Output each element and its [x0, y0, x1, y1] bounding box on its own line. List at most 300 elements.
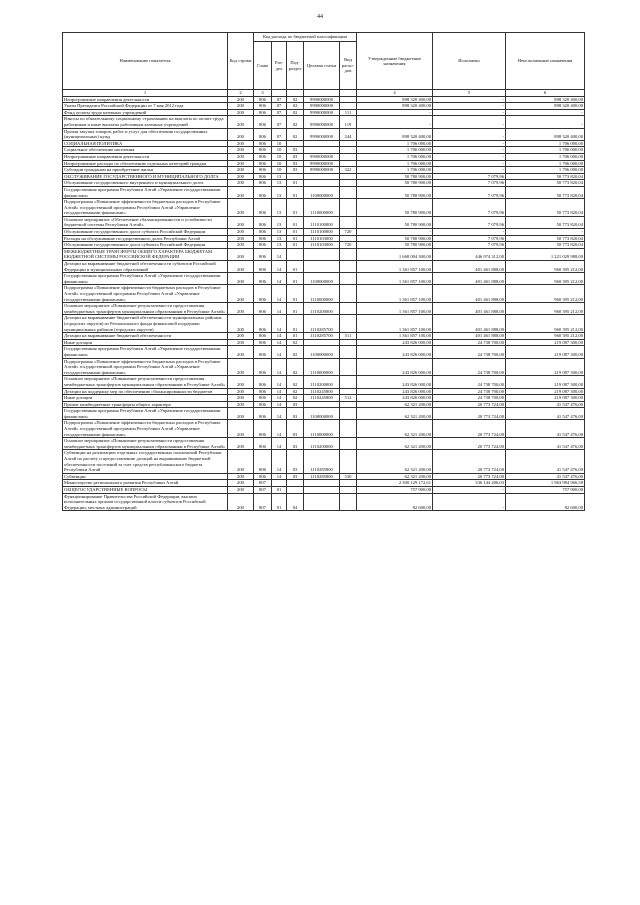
row-podrazdel: 02 — [287, 395, 304, 402]
table-row — [63, 242, 585, 249]
row-unexecuted: 757 900,00 — [506, 487, 585, 494]
row-razdel: 13 — [272, 229, 287, 236]
table-row — [63, 248, 585, 260]
row-razdel: 14 — [272, 333, 287, 340]
row-code: 200 — [228, 395, 254, 402]
row-podrazdel: 02 — [287, 358, 304, 376]
row-code: 200 — [228, 153, 254, 160]
row-podrazdel: 01 — [287, 186, 304, 198]
row-podrazdel: 01 — [287, 180, 304, 187]
index-cell: 1 — [63, 90, 228, 97]
row-approved: 50 780 900,00 — [357, 199, 433, 217]
row-name: Прочая закупка товаров, работ и услуг для обеспечения государственных (муниципальных) нужд — [63, 128, 228, 140]
table-row — [63, 408, 585, 420]
row-executed: 20 773 724,00 — [433, 401, 506, 408]
row-unexecuted: 1 221 029 988,00 — [506, 248, 585, 260]
row-target: 9900000000 — [304, 153, 340, 160]
row-approved: 62 321 200,00 — [357, 420, 433, 438]
row-code: 200 — [228, 358, 254, 376]
row-unexecuted: 1 706 000,00 — [506, 160, 585, 167]
column-index-row — [63, 90, 585, 97]
row-unexecuted: 219 087 300,00 — [506, 339, 585, 346]
row-unexecuted: 960 395 212,00 — [506, 333, 585, 340]
row-target — [304, 480, 340, 487]
index-cell — [304, 90, 340, 97]
row-target — [304, 261, 340, 273]
row-vid — [340, 420, 357, 438]
row-code: 200 — [228, 128, 254, 140]
row-executed: 336 144 206,03 — [433, 480, 506, 487]
row-executed: 24 738 700,00 — [433, 376, 506, 388]
row-razdel: 01 — [272, 487, 287, 494]
row-name: Дотации на выравнивание бюджетной обеспеченности муниципальных районов (городских округов) из Регионального фонда финансовой поддержки муниципальных районов (городских округов) — [63, 315, 228, 333]
table-row — [63, 346, 585, 358]
table-row — [63, 96, 585, 103]
row-unexecuted: - — [506, 229, 585, 236]
row-podrazdel: 01 — [287, 315, 304, 333]
row-name: Субвенции на реализацию отдельных государственных полномочий Республики Алтай по расчету и предоставлению дотаций на выравнивание бюджетной обеспеченности поселений за счет средств республиканского бюджета Республики Алтай — [63, 450, 228, 473]
row-vid: 511 — [340, 333, 357, 340]
row-code: 200 — [228, 235, 254, 242]
table-row — [63, 116, 585, 128]
row-executed: 401 461 888,00 — [433, 315, 506, 333]
header-code: Код строки — [228, 33, 254, 90]
table-row — [63, 167, 585, 174]
row-name: Государственная программа Республики Алтай «Управление государственными финансами» — [63, 346, 228, 358]
row-vid: 119 — [340, 116, 357, 128]
row-glava: 806 — [254, 128, 272, 140]
row-approved: 1 361 857 100,00 — [357, 315, 433, 333]
row-unexecuted: - — [506, 116, 585, 128]
row-target: 1110000000 — [304, 420, 340, 438]
row-approved: 50 780 900,00 — [357, 180, 433, 187]
row-code: 200 — [228, 273, 254, 285]
row-unexecuted: 219 087 300,00 — [506, 376, 585, 388]
row-target: 1110000000 — [304, 285, 340, 303]
row-podrazdel: 01 — [287, 273, 304, 285]
table-row — [63, 186, 585, 198]
row-unexecuted: 41 547 476,00 — [506, 473, 585, 480]
header-vid: Вид расхо-дов — [340, 42, 357, 90]
row-unexecuted: 1 706 000,00 — [506, 140, 585, 147]
table-row — [63, 480, 585, 487]
row-code: 200 — [228, 346, 254, 358]
row-glava: 806 — [254, 358, 272, 376]
row-name: Государственная программа Республики Алтай «Управление государственными финансами» — [63, 273, 228, 285]
row-razdel: 10 — [272, 167, 287, 174]
row-executed: - — [433, 147, 506, 154]
row-vid — [340, 487, 357, 494]
row-code: 200 — [228, 229, 254, 236]
row-unexecuted: 50 773 820,04 — [506, 216, 585, 228]
row-executed: - — [433, 167, 506, 174]
row-approved: 243 826 000,00 — [357, 339, 433, 346]
row-vid: 530 — [340, 473, 357, 480]
row-executed: - — [433, 116, 506, 128]
row-razdel: 13 — [272, 235, 287, 242]
table-row — [63, 147, 585, 154]
row-unexecuted: 960 395 212,00 — [506, 285, 585, 303]
row-target: 1110000000 — [304, 199, 340, 217]
row-glava: 806 — [254, 273, 272, 285]
header-podrazdel: Под-раздел — [287, 42, 304, 90]
row-unexecuted: 898 320 400,00 — [506, 96, 585, 103]
row-approved: 50 780 900,00 — [357, 173, 433, 180]
row-podrazdel: 01 — [287, 261, 304, 273]
row-target: 1110285700 — [304, 333, 340, 340]
row-podrazdel: 01 — [287, 199, 304, 217]
row-executed: 24 738 700,00 — [433, 388, 506, 395]
row-approved: 1 706 000,00 — [357, 153, 433, 160]
row-name: Субсидии гражданам на приобретение жилья — [63, 167, 228, 174]
row-razdel: 13 — [272, 180, 287, 187]
table-row — [63, 376, 585, 388]
row-code: 200 — [228, 480, 254, 487]
header-cel: Целевая статья — [304, 42, 340, 90]
row-code: 200 — [228, 450, 254, 473]
row-razdel: 14 — [272, 438, 287, 450]
row-target: 1110245800 — [304, 388, 340, 395]
row-glava: 806 — [254, 401, 272, 408]
row-razdel: 10 — [272, 153, 287, 160]
row-unexecuted: 898 320 400,00 — [506, 103, 585, 110]
row-name: Субвенции — [63, 473, 228, 480]
row-code: 200 — [228, 140, 254, 147]
row-executed: - — [433, 103, 506, 110]
row-vid — [340, 408, 357, 420]
row-vid — [340, 358, 357, 376]
row-target: 1110285800 — [304, 473, 340, 480]
table-row — [63, 153, 585, 160]
row-razdel: 14 — [272, 388, 287, 395]
table-row — [63, 333, 585, 340]
index-cell: 4 — [357, 90, 433, 97]
row-podrazdel — [287, 248, 304, 260]
row-executed: 7 079,96 — [433, 216, 506, 228]
row-target — [304, 248, 340, 260]
row-target: 1100000000 — [304, 346, 340, 358]
row-code: 200 — [228, 438, 254, 450]
row-glava: 806 — [254, 395, 272, 402]
row-podrazdel: 02 — [287, 376, 304, 388]
row-approved: 50 780 900,00 — [357, 186, 433, 198]
row-razdel: 07 — [272, 109, 287, 116]
row-vid — [340, 273, 357, 285]
row-target: 9900000000 — [304, 96, 340, 103]
row-vid: 322 — [340, 167, 357, 174]
row-code: 200 — [228, 248, 254, 260]
row-podrazdel: 03 — [287, 167, 304, 174]
row-executed: 7 079,96 — [433, 242, 506, 249]
row-name: Расходы на обслуживание государственного долга Республики Алтай — [63, 235, 228, 242]
row-glava: 806 — [254, 153, 272, 160]
row-executed: - — [433, 487, 506, 494]
row-razdel: 13 — [272, 242, 287, 249]
row-name: Основное мероприятие «Обеспечение сбалансированности и устойчивости бюджетной системы Республики Алтай» — [63, 216, 228, 228]
row-approved: 1 361 857 100,00 — [357, 261, 433, 273]
row-approved: 243 826 000,00 — [357, 376, 433, 388]
table-row — [63, 229, 585, 236]
table-row — [63, 285, 585, 303]
row-unexecuted: 50 773 820,04 — [506, 235, 585, 242]
row-razdel: 14 — [272, 248, 287, 260]
row-podrazdel: 03 — [287, 438, 304, 450]
row-code: 200 — [228, 160, 254, 167]
row-approved: 1 361 857 100,00 — [357, 333, 433, 340]
row-unexecuted: 960 395 212,00 — [506, 303, 585, 315]
row-executed: 24 738 700,00 — [433, 346, 506, 358]
row-code: 200 — [228, 242, 254, 249]
row-glava: 806 — [254, 147, 272, 154]
row-unexecuted: 219 087 300,00 — [506, 358, 585, 376]
row-vid — [340, 493, 357, 511]
row-razdel: 14 — [272, 273, 287, 285]
row-podrazdel — [287, 487, 304, 494]
row-vid — [340, 103, 357, 110]
table-row — [63, 401, 585, 408]
row-code: 200 — [228, 186, 254, 198]
row-code: 200 — [228, 285, 254, 303]
table-row — [63, 303, 585, 315]
table-row — [63, 487, 585, 494]
row-name: Министерство регионального развития Республики Алтай — [63, 480, 228, 487]
row-name: Фонд оплаты труда казенных учреждений — [63, 109, 228, 116]
row-approved: 243 826 000,00 — [357, 358, 433, 376]
row-name: СОЦИАЛЬНАЯ ПОЛИТИКА — [63, 140, 228, 147]
row-unexecuted: 1 706 000,00 — [506, 167, 585, 174]
row-glava: 806 — [254, 103, 272, 110]
row-approved: 62 321 200,00 — [357, 473, 433, 480]
row-glava: 806 — [254, 96, 272, 103]
row-podrazdel: 01 — [287, 303, 304, 315]
row-approved: 62 321 200,00 — [357, 438, 433, 450]
row-glava: 806 — [254, 186, 272, 198]
row-code: 200 — [228, 116, 254, 128]
page-number: 44 — [317, 14, 323, 20]
table-row — [63, 103, 585, 110]
row-code: 200 — [228, 473, 254, 480]
row-podrazdel: 02 — [287, 96, 304, 103]
row-podrazdel: 02 — [287, 346, 304, 358]
row-unexecuted: 960 395 212,00 — [506, 261, 585, 273]
row-razdel: 14 — [272, 395, 287, 402]
row-vid — [340, 147, 357, 154]
row-glava: 806 — [254, 229, 272, 236]
row-razdel: 10 — [272, 147, 287, 154]
row-podrazdel: 02 — [287, 116, 304, 128]
row-code: 200 — [228, 315, 254, 333]
row-executed: - — [433, 493, 506, 511]
row-unexecuted: 41 547 476,00 — [506, 450, 585, 473]
table-row — [63, 438, 585, 450]
row-podrazdel: 03 — [287, 160, 304, 167]
row-unexecuted: 1 706 000,00 — [506, 153, 585, 160]
row-name: Обслуживание государственного внутреннего и муниципального долга — [63, 180, 228, 187]
row-target — [304, 180, 340, 187]
row-code: 200 — [228, 261, 254, 273]
row-glava: 806 — [254, 339, 272, 346]
row-glava: 806 — [254, 140, 272, 147]
table-row — [63, 235, 585, 242]
table-row — [63, 160, 585, 167]
row-target — [304, 401, 340, 408]
header-unexecuted: Неисполненные назначения — [506, 33, 585, 90]
row-target: 1110103000 — [304, 242, 340, 249]
table-row — [63, 128, 585, 140]
row-approved: 243 826 000,00 — [357, 346, 433, 358]
row-target: 9990000000 — [304, 103, 340, 110]
row-glava: 806 — [254, 346, 272, 358]
row-name: Государственная программа Республики Алтай «Управление государственными финансами» — [63, 408, 228, 420]
row-name: Дотации на выравнивание бюджетной обеспеченности — [63, 333, 228, 340]
row-target: 1110200000 — [304, 438, 340, 450]
row-code: 200 — [228, 339, 254, 346]
row-name: Иные дотации — [63, 395, 228, 402]
row-name: Непрограммные направления деятельности — [63, 153, 228, 160]
row-name: Иные дотации — [63, 339, 228, 346]
row-name: Дотации на выравнивание бюджетной обеспеченности субъектов Российской Федерации и муниципальных образований — [63, 261, 228, 273]
row-podrazdel: 01 — [287, 216, 304, 228]
row-glava: 806 — [254, 473, 272, 480]
row-target: 9990000000 — [304, 167, 340, 174]
row-name: Основное мероприятие «Повышение результативности предоставления межбюджетных трансфертов муниципальным образованиям в Республике Алтай» — [63, 303, 228, 315]
row-unexecuted: 82 600,00 — [506, 493, 585, 511]
row-glava: 806 — [254, 303, 272, 315]
table-row — [63, 261, 585, 273]
row-target — [304, 140, 340, 147]
row-vid — [340, 438, 357, 450]
row-vid — [340, 235, 357, 242]
row-razdel: 13 — [272, 216, 287, 228]
row-unexecuted: 41 547 476,00 — [506, 408, 585, 420]
row-name: Подпрограмма «Повышение эффективности бюджетных расходов в Республике Алтай» государственной программы Республики Алтай «Управление государственными финансами» — [63, 285, 228, 303]
row-unexecuted: 50 773 820,04 — [506, 180, 585, 187]
row-approved: 62 321 200,00 — [357, 408, 433, 420]
index-cell: 5 — [433, 90, 506, 97]
row-name: Взносы по обязательному социальному страхованию на выплаты по оплате труда работников и иные выплаты работникам казенных учреждений — [63, 116, 228, 128]
row-approved: 898 320 400,00 — [357, 128, 433, 140]
row-vid — [340, 186, 357, 198]
row-approved: 757 900,00 — [357, 487, 433, 494]
row-glava: 806 — [254, 376, 272, 388]
row-name: Дотации на поддержку мер по обеспечению сбалансированности бюджетов — [63, 388, 228, 395]
row-glava: 806 — [254, 333, 272, 340]
row-code: 200 — [228, 103, 254, 110]
table-row — [63, 140, 585, 147]
row-razdel: 07 — [272, 128, 287, 140]
row-executed: 401 461 888,00 — [433, 303, 506, 315]
row-razdel: 13 — [272, 173, 287, 180]
row-target — [304, 339, 340, 346]
row-vid — [340, 388, 357, 395]
table-row — [63, 173, 585, 180]
row-glava: 807 — [254, 487, 272, 494]
row-approved: 898 320 400,00 — [357, 103, 433, 110]
row-executed: 401 461 888,00 — [433, 333, 506, 340]
row-vid — [340, 450, 357, 473]
row-executed: 401 461 888,00 — [433, 261, 506, 273]
row-glava: 806 — [254, 167, 272, 174]
row-code: 200 — [228, 376, 254, 388]
row-podrazdel: 03 — [287, 153, 304, 160]
row-executed: 401 461 888,00 — [433, 285, 506, 303]
row-executed: 446 974 312,00 — [433, 248, 506, 260]
row-podrazdel — [287, 480, 304, 487]
row-executed: - — [433, 229, 506, 236]
row-approved: 243 826 000,00 — [357, 388, 433, 395]
row-executed: 7 079,96 — [433, 173, 506, 180]
row-glava: 806 — [254, 160, 272, 167]
row-executed: 20 773 724,00 — [433, 420, 506, 438]
row-executed: 24 738 700,00 — [433, 395, 506, 402]
row-razdel: 13 — [272, 186, 287, 198]
row-glava: 806 — [254, 235, 272, 242]
row-razdel — [272, 480, 287, 487]
row-unexecuted: 1 963 984 966,58 — [506, 480, 585, 487]
row-executed: - — [433, 96, 506, 103]
row-razdel: 07 — [272, 96, 287, 103]
index-cell: 6 — [506, 90, 585, 97]
row-vid — [340, 261, 357, 273]
row-unexecuted: 960 395 212,00 — [506, 315, 585, 333]
row-unexecuted: 219 087 300,00 — [506, 346, 585, 358]
row-executed: 7 079,96 — [433, 186, 506, 198]
row-executed: 24 738 700,00 — [433, 339, 506, 346]
row-name: Функционирование Правительства Российской Федерации, высших исполнительных органов государственной власти субъектов Российской Федерации, местных администраций — [63, 493, 228, 511]
row-name: Подпрограмма «Повышение эффективности бюджетных расходов в Республике Алтай» государственной программы Республики Алтай «Управление государственными финансами» — [63, 199, 228, 217]
row-code: 200 — [228, 487, 254, 494]
row-glava: 806 — [254, 248, 272, 260]
row-target: 1110285800 — [304, 450, 340, 473]
row-vid — [340, 248, 357, 260]
table-row — [63, 315, 585, 333]
row-glava: 807 — [254, 480, 272, 487]
row-executed: 7 079,96 — [433, 199, 506, 217]
row-approved: 1 706 000,00 — [357, 167, 433, 174]
row-executed: 7 079,96 — [433, 235, 506, 242]
row-name: МЕЖБЮДЖЕТНЫЕ ТРАНСФЕРТЫ ОБЩЕГО ХАРАКТЕРА БЮДЖЕТАМ БЮДЖЕТНОЙ СИСТЕМЫ РОССИЙСКОЙ ФЕДЕРАЦИИ — [63, 248, 228, 260]
table-row — [63, 388, 585, 395]
row-code: 200 — [228, 167, 254, 174]
row-approved: 82 600,00 — [357, 493, 433, 511]
row-glava: 806 — [254, 315, 272, 333]
row-razdel: 10 — [272, 140, 287, 147]
row-name: Подпрограмма «Повышение эффективности бюджетных расходов в Республике Алтай» государственной программы Республики Алтай «Управление государственными финансами» — [63, 358, 228, 376]
row-podrazdel: 03 — [287, 420, 304, 438]
row-target: 1110100000 — [304, 229, 340, 236]
row-unexecuted: 41 547 476,00 — [506, 401, 585, 408]
row-executed: - — [433, 160, 506, 167]
row-glava: 806 — [254, 242, 272, 249]
row-name: ОБСЛУЖИВАНИЕ ГОСУДАРСТВЕННОГО И МУНИЦИПАЛЬНОГО ДОЛГА — [63, 173, 228, 180]
row-approved: 1 706 000,00 — [357, 160, 433, 167]
row-approved: 1 361 857 100,00 — [357, 285, 433, 303]
header-name: Наименование показателя — [63, 33, 228, 90]
row-razdel: 13 — [272, 199, 287, 217]
row-vid — [340, 153, 357, 160]
row-vid: 244 — [340, 128, 357, 140]
row-glava: 806 — [254, 180, 272, 187]
row-podrazdel: 02 — [287, 388, 304, 395]
table-row — [63, 450, 585, 473]
row-code: 200 — [228, 333, 254, 340]
row-podrazdel: 03 — [287, 450, 304, 473]
row-executed: - — [433, 140, 506, 147]
row-target: 9990000000 — [304, 109, 340, 116]
table-row — [63, 473, 585, 480]
row-unexecuted: 219 087 300,00 — [506, 388, 585, 395]
row-code: 200 — [228, 420, 254, 438]
